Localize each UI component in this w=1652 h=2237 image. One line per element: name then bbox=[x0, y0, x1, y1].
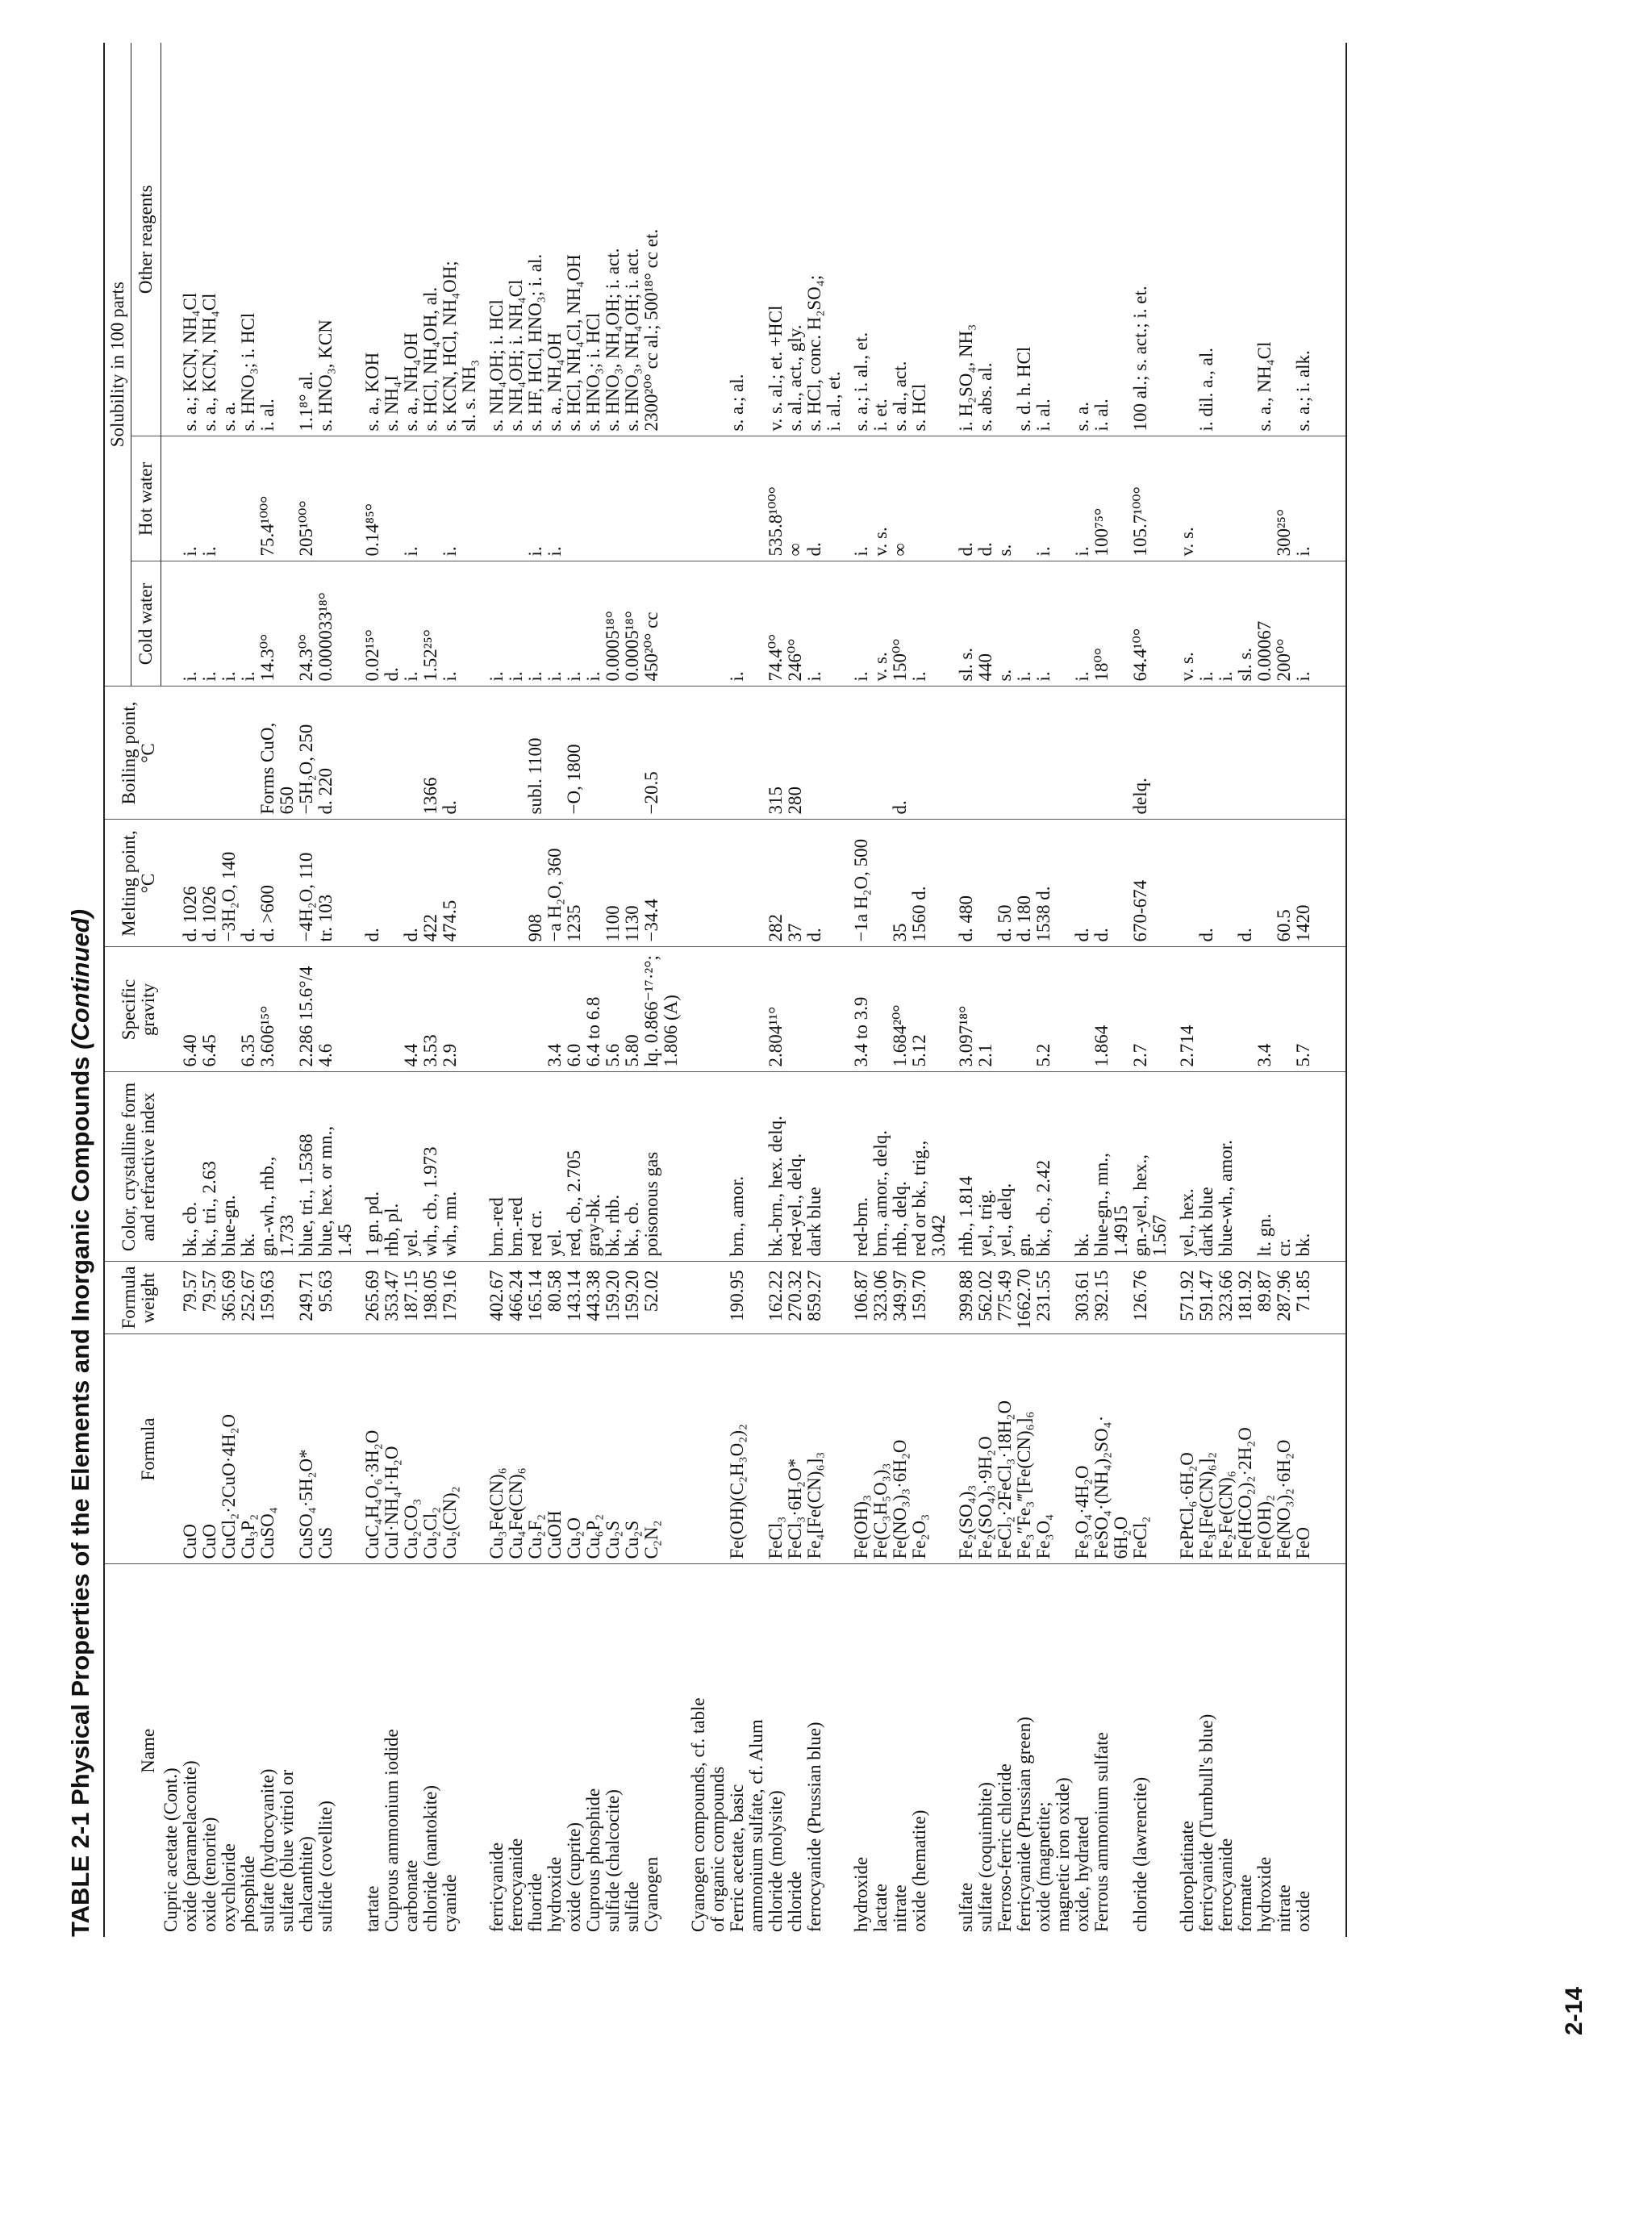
cell-boiling-point: 315 280 bbox=[689, 687, 852, 820]
cell-hot-water: i. v. s. ∞ bbox=[852, 436, 957, 561]
cell-formula: CuC₄H₄O₆·3H₂O CuI·NH₄I·H₂O Cu₂CO₃ Cu₂Cl₂ Cu₂(CN)₂ bbox=[363, 1334, 487, 1564]
cell-hot-water: 0.14⁸⁵° i. i. bbox=[363, 436, 487, 561]
cell-formula: Cu₃Fe(CN)₆ Cu₄Fe(CN)₆ Cu₂F₂ CuOH Cu₂O Cu₆P₂ Cu₂S Cu₂S C₂N₂ bbox=[487, 1334, 689, 1564]
cell-formula-weight: 571.92 591.47 323.66 181.92 89.87 287.96 71.85 bbox=[1178, 1262, 1321, 1334]
cell-specific-gravity: 3.4 6.0 6.4 to 6.8 5.6 5.80 lq. 0.866⁻¹⁷·²°; 1.806 (A) bbox=[487, 947, 689, 1072]
cell-formula-weight: 402.67 466.24 165.14 80.58 143.14 443.38 159.20 159.20 52.02 bbox=[487, 1262, 689, 1334]
cell-color: yel., hex. dark blue blue-wh., amor. lt. gn. cr. bk. bbox=[1178, 1072, 1321, 1262]
cell-specific-gravity: 6.40 6.45 6.35 3.606¹⁵° 2.286 15.6°/4 4.6 bbox=[161, 947, 363, 1072]
header-color: Color, crystalline form and refractive index bbox=[104, 1072, 161, 1262]
cell-cold-water: i. v. s. 150⁰° i. bbox=[852, 561, 957, 687]
cell-hot-water: d. d. s. i. i. 100⁷⁵° 105.7¹⁰⁰° bbox=[957, 436, 1178, 561]
page-title bbox=[66, 909, 95, 1937]
page-title-text: TABLE 2-1 Physical Properties of the Elements and Inorganic Compounds bbox=[66, 1056, 94, 1937]
cell-boiling-point: d. bbox=[852, 687, 957, 820]
cell-melting-point: d. 480 d. 50 d. 180 1538 d. d. d. 670-674 bbox=[957, 820, 1178, 947]
cell-name: sulfate sulfate (coquimbite) Ferroso-ferric chloride ferricyanide (Prussian green) oxide (magnetite; magnetic iron oxide) oxide, hydrated Ferrous ammonium sulfate chloride (lawrencite) bbox=[957, 1564, 1178, 1937]
cell-melting-point: 282 37 d. bbox=[689, 820, 852, 947]
cell-boiling-point: delq. bbox=[957, 687, 1178, 820]
cell-formula: Fe(OH)₃ Fe(C₃H₅O₃)₃ Fe(NO₃)₃·6H₂O Fe₂O₃ bbox=[852, 1334, 957, 1564]
cell-name: ferricyanide ferrocyanide fluoride hydroxide oxide (cuprite) Cuprous phosphide sulfide (chalcocite) sulfide Cyanogen bbox=[487, 1564, 689, 1937]
cell-formula-weight: 106.87 323.06 349.97 159.70 bbox=[852, 1262, 957, 1334]
header-cold-water: Cold water bbox=[131, 561, 161, 687]
header-melting-point: Melting point, °C bbox=[104, 820, 161, 947]
table-row-group bbox=[161, 43, 363, 1937]
cell-cold-water: v. s. i. i. sl. s. 0.00067 200⁰° i. bbox=[1178, 561, 1321, 687]
cell-formula: FePtCl₆·6H₂O Fe₃[Fe(CN)₆]₂ Fe₂Fe(CN)₆ Fe(HCO₂)₂·2H₂O Fe(OH)₂ Fe(NO₃)₂·6H₂O FeO bbox=[1178, 1334, 1321, 1564]
cell-formula-weight: 265.69 353.47 187.15 198.05 179.16 bbox=[363, 1262, 487, 1334]
cell-formula-weight: 190.95 162.22 270.32 859.27 bbox=[689, 1262, 852, 1334]
page-title-suffix: (Continued) bbox=[66, 908, 94, 1050]
cell-boiling-point: 1366 d. bbox=[363, 687, 487, 820]
cell-hot-water: i. i. 75.4¹⁰⁰° 205¹⁰⁰° bbox=[161, 436, 363, 561]
cell-specific-gravity: 3.4 to 3.9 1.684²⁰° 5.12 bbox=[852, 947, 957, 1072]
cell-cold-water: sl. s. 440 s. i. i. i. 18⁰° 64.4¹⁰° bbox=[957, 561, 1178, 687]
cell-name: chloroplatinate ferricyanide (Turnbull's blue) ferrocyanide formate hydroxide nitrate oxide bbox=[1178, 1564, 1321, 1937]
cell-color: 1 gn. pd. rhb, pl. yel. wh., cb., 1.973 wh., mn. bbox=[363, 1072, 487, 1262]
cell-other-reagents: i. H₂SO₄, NH₃ s. abs. al. s. d. h. HCl i. al. s. a. i. al. 100 al.; s. act.; i. et. bbox=[955, 286, 1150, 432]
cell-melting-point: −1a H₂O, 500 35 1560 d. bbox=[852, 820, 957, 947]
header-formula-weight: Formula weight bbox=[104, 1262, 161, 1334]
cell-formula: Fe(OH)(C₂H₃O₂)₂ FeCl₃ FeCl₃·6H₂O* Fe₄[Fe(CN)₆]₃ bbox=[689, 1334, 852, 1564]
cell-other-reagents: i. dil. a., al. s. a., NH₄Cl s. a.; i. alk. bbox=[1195, 341, 1313, 432]
cell-cold-water: 0.02¹⁵° d. i. 1.52²⁵° i. bbox=[363, 561, 487, 687]
header-solubility: Solubility in 100 parts bbox=[104, 43, 131, 687]
cell-melting-point: d. 1026 d. 1026 −3H₂O, 140 d. d. >600 −4H₂O, 110 tr. 103 bbox=[161, 820, 363, 947]
table-row-group bbox=[363, 43, 487, 1937]
cell-melting-point: d. d. 60.5 1420 bbox=[1178, 820, 1321, 947]
cell-other-reagents: s. a.; KCN, NH₄Cl s. a., KCN, NH₄Cl s. a. s. HNO₃; i. HCl i. al. 1.1⁸° al. s. HNO₃, KCN bbox=[180, 292, 336, 432]
cell-other-reagents: s. a.; i. al., et. i. et. s. al., act. s. HCl bbox=[850, 332, 929, 432]
cell-boiling-point: subl. 1100 −O, 1800 −20.5 bbox=[487, 687, 689, 820]
cell-other-reagents: s. NH₄OH; i. HCl s. NH₄OH; i. NH₄Cl s. HF, HCl, HNO₃; i. al. s. a., NH₄OH s. HCl, NH₄Cl, NH₄OH s. HNO₃; i. HCl s. HNO₃, NH₄OH; i. act. s. HNO₃, NH₄OH; i. act. 2300²⁰° cc al.; 500¹⁸° cc et. bbox=[486, 228, 661, 432]
header-name: Name bbox=[104, 1564, 161, 1937]
cell-other-reagents: s. a.; al. v. s. al.; et. +HCl s. al., act., gly. s. HCl, conc. H₂SO₄; i. al., et. bbox=[726, 274, 844, 432]
cell-boiling-point bbox=[1178, 687, 1321, 820]
cell-color: rhb., 1.814 yel., trig. yel., delq. gn. bk., cb., 2.42 bk. blue-gn., mn., 1.4915 gn.-yel., hex., 1.567 bbox=[957, 1072, 1178, 1262]
cell-formula-weight: 399.88 562.02 775.49 1662.70 231.55 303.61 392.15 126.76 bbox=[957, 1262, 1178, 1334]
cell-cold-water: i. i. i. i. i. i. 0.0005¹⁸° 0.0005¹⁸° 450²⁰° cc bbox=[487, 561, 689, 687]
cell-boiling-point: Forms CuO, 650 −5H₂O, 250 d. 220 bbox=[161, 687, 363, 820]
cell-formula: Fe₂(SO₄)₃ Fe₂(SO₄)₃·9H₂O FeCl₂·2FeCl₃·18H₂O Fe₃″Fe₃‴[Fe(CN)₆]₆ Fe₃O₄ Fe₃O₄·4H₂O FeSO₄·(NH₄)₂SO₄· 6H₂O FeCl₂ bbox=[957, 1334, 1178, 1564]
cell-color: red-brn. brn., amor., delq. rhb., delq. red or bk., trig., 3.042 bbox=[852, 1072, 957, 1262]
cell-hot-water: i. i. bbox=[487, 436, 689, 561]
cell-name: tartate Cuprous ammonium iodide carbonate chloride (nantokite) cyanide bbox=[363, 1564, 487, 1937]
cell-melting-point: 908 −a H₂O, 360 1235 1100 1130 −34.4 bbox=[487, 820, 689, 947]
cell-specific-gravity: 2.804¹¹° bbox=[689, 947, 852, 1072]
cell-melting-point: d. d. 422 474.5 bbox=[363, 820, 487, 947]
cell-hot-water: v. s. 300²⁵° i. bbox=[1178, 436, 1321, 561]
table-row-group bbox=[852, 43, 957, 1937]
table-row-group bbox=[957, 43, 1178, 1937]
cell-specific-gravity: 2.714 3.4 5.7 bbox=[1178, 947, 1321, 1072]
cell-cold-water: i. 74.4⁰° 246⁰° i. bbox=[689, 561, 852, 687]
header-other-reagents: Other reagents bbox=[131, 43, 161, 436]
table-bottom-rule bbox=[1321, 43, 1346, 1937]
cell-name: hydroxide lactate nitrate oxide (hematite) bbox=[852, 1564, 957, 1937]
cell-color: bk., cb. bk., tri., 2.63 blue-gn. bk. gn.-wh., rhb., 1.733 blue, tri., 1.5368 blue, hex. or mn., 1.45 bbox=[161, 1072, 363, 1262]
table-row-group bbox=[487, 43, 689, 1937]
header-hot-water: Hot water bbox=[131, 436, 161, 561]
header-boiling-point: Boiling point, °C bbox=[104, 687, 161, 820]
cell-color: brn., amor. bk.-brn., hex. delq. red-yel., delq. dark blue bbox=[689, 1072, 852, 1262]
header-formula: Formula bbox=[104, 1334, 161, 1564]
cell-color: brn.-red brn.-red red cr. yel. red, cb., 2.705 gray-bk. bk., rhb. bk., cb. poisonous gas bbox=[487, 1072, 689, 1262]
cell-hot-water: 535.8¹⁰⁰° ∞ d. bbox=[689, 436, 852, 561]
cell-formula-weight: 79.57 79.57 365.69 252.67 159.63 249.71 95.63 bbox=[161, 1262, 363, 1334]
table-row-group bbox=[689, 43, 852, 1937]
properties-table bbox=[103, 43, 1347, 1937]
cell-name: Cyanogen compounds, cf. table of organic compounds Ferric acetate, basic ammonium sulfate, cf. Alum chloride (molysite) chloride ferrocyanide (Prussian blue) bbox=[689, 1564, 852, 1937]
cell-cold-water: i. i. i. i. 14.3⁰° 24.3⁰° 0.000033¹⁸° bbox=[161, 561, 363, 687]
cell-specific-gravity: 3.097¹⁸° 2.1 5.2 1.864 2.7 bbox=[957, 947, 1178, 1072]
header-specific-gravity: Specific gravity bbox=[104, 947, 161, 1072]
cell-specific-gravity: 4.4 3.53 2.9 bbox=[363, 947, 487, 1072]
table-row-group bbox=[1178, 43, 1321, 1937]
cell-other-reagents: s. a., KOH s. NH₄I s. a., NH₄OH s. HCl, NH₄OH, al. s. KCN, HCl, NH₄OH; sl. s. NH₃ bbox=[361, 261, 479, 432]
cell-formula: CuO CuO CuCl₂·2CuO·4H₂O Cu₃P₂ CuSO₄ CuSO₄·5H₂O* CuS bbox=[161, 1334, 363, 1564]
page-number: 2-14 bbox=[1561, 1986, 1587, 2035]
cell-name: Cupric acetate (Cont.) oxide (paramelaconite) oxide (tenorite) oxychloride phosphide sulfate (hydrocyanite) sulfate (blue vitriol or chalcanthite) sulfide (covellite) bbox=[161, 1564, 363, 1937]
